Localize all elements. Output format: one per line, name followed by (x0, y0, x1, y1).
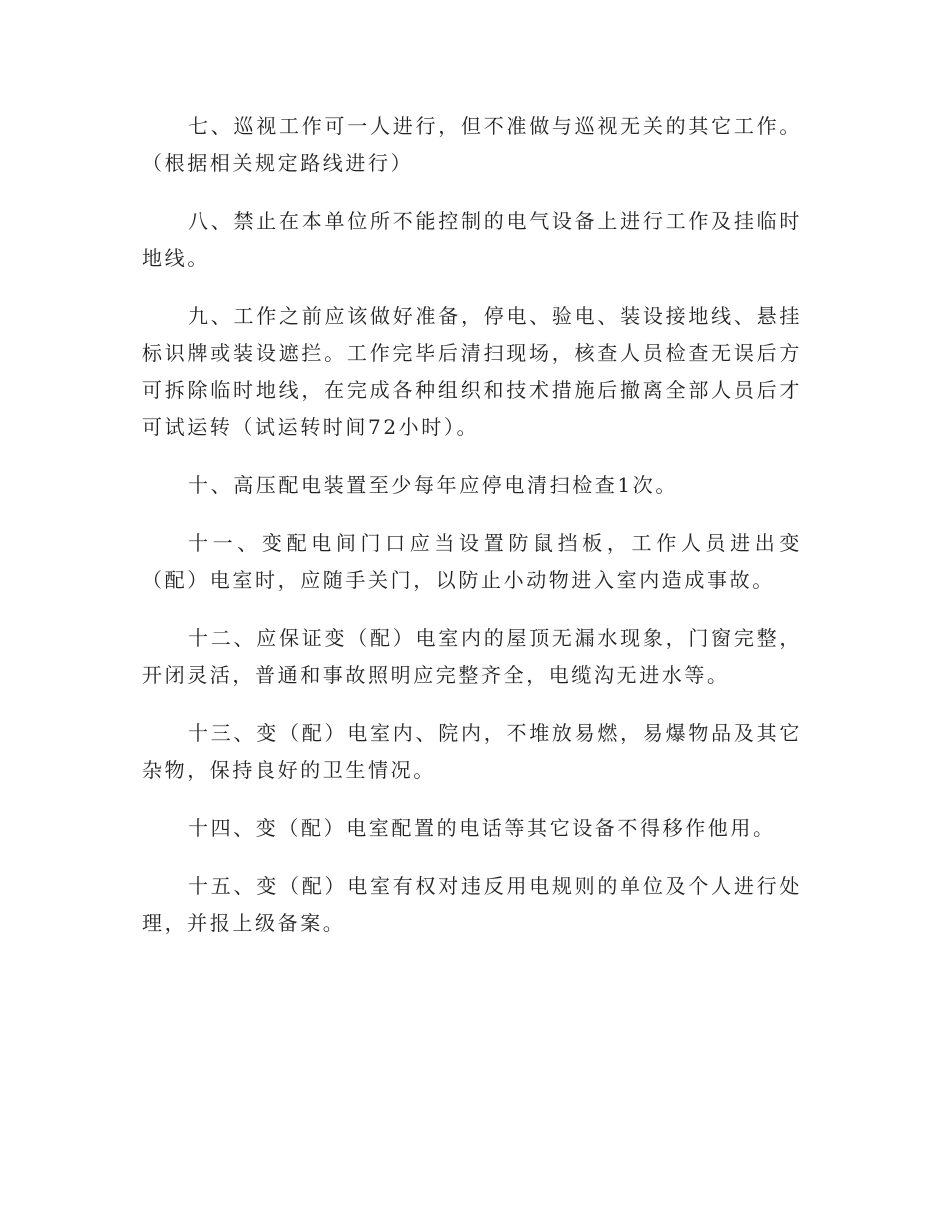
paragraph-12: 十二、应保证变（配）电室内的屋顶无漏水现象，门窗完整，开闭灵活，普通和事故照明应完整齐全，电缆沟无进水等。 (142, 626, 802, 687)
paragraph-13: 十三、变（配）电室内、院内，不堆放易燃，易爆物品及其它杂物，保持良好的卫生情况。 (142, 721, 802, 782)
paragraph-11: 十一、变配电间门口应当设置防鼠挡板，工作人员进出变（配）电室时，应随手关门，以防止小动物进入室内造成事故。 (142, 531, 802, 592)
paragraph-14: 十四、变（配）电室配置的电话等其它设备不得移作他用。 (188, 816, 776, 840)
paragraph-10: 十、高压配电装置至少每年应停电清扫检查1次。 (188, 473, 678, 497)
paragraph-8: 八、禁止在本单位所不能控制的电气设备上进行工作及挂临时地线。 (142, 209, 802, 270)
document-body (142, 108, 802, 963)
paragraph-7: 七、巡视工作可一人进行，但不准做与巡视无关的其它工作。（根据相关规定路线进行） (142, 114, 802, 175)
paragraph-15: 十五、变（配）电室有权对违反用电规则的单位及个人进行处理，并报上级备案。 (142, 874, 802, 935)
paragraph-9: 九、工作之前应该做好准备，停电、验电、装设接地线、悬挂标识牌或装设遮拦。工作完毕后清扫现场，核查人员检查无误后方可拆除临时地线，在完成各种组织和技术措施后撤离全部人员后才可试运转（试运转时间72小时）。 (142, 304, 802, 439)
